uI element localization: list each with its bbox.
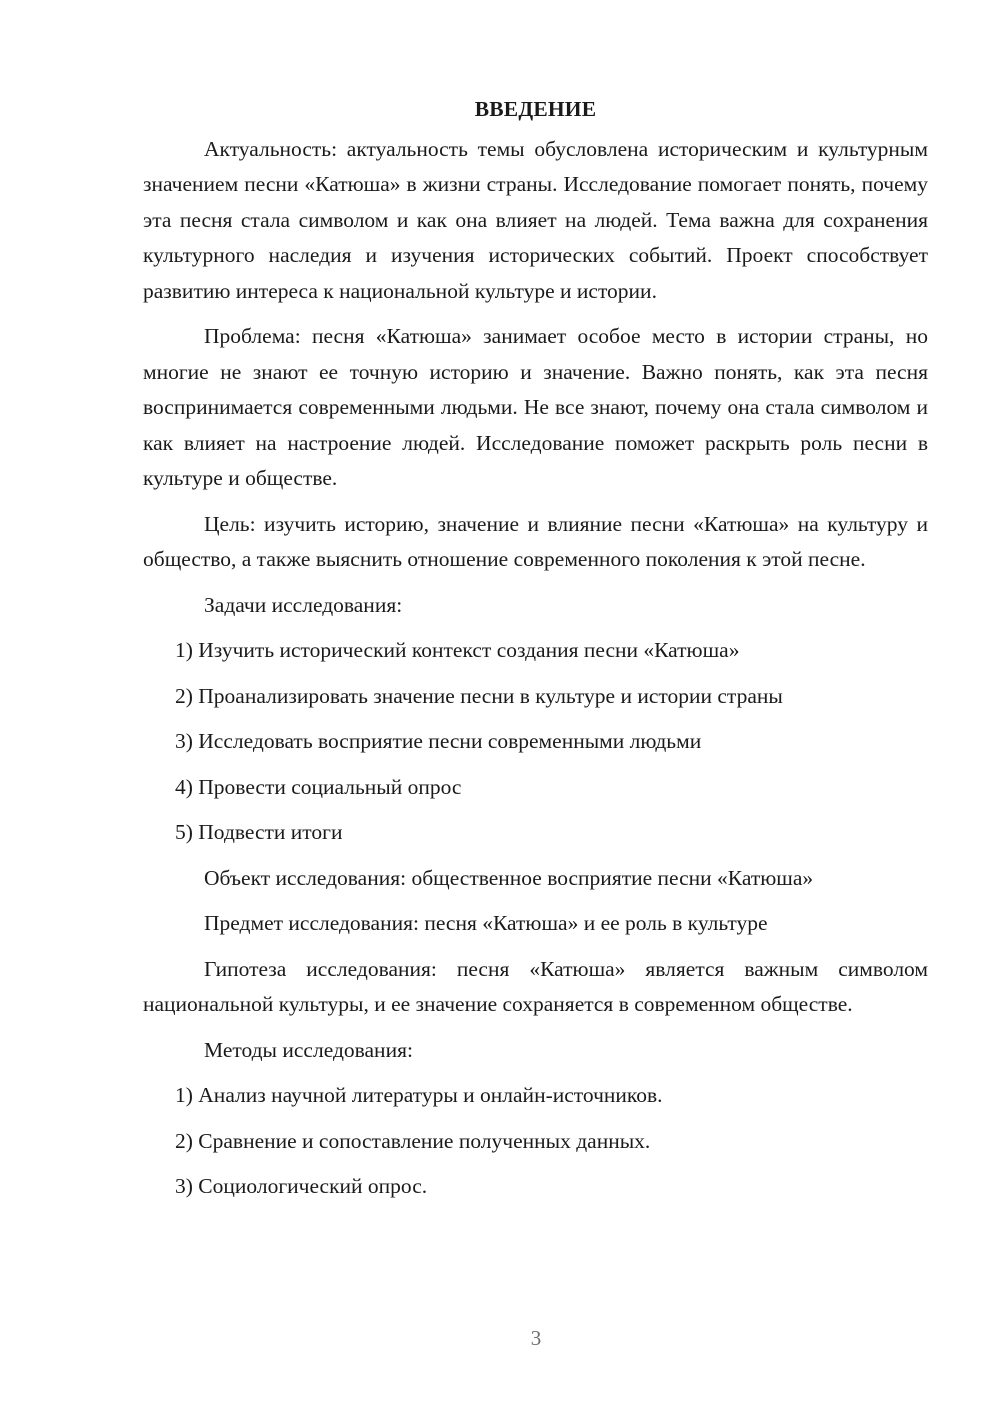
list-item: 3) Социологический опрос.	[175, 1174, 428, 1198]
list-item: 5) Подвести итоги	[175, 820, 343, 844]
methods-list	[143, 1078, 928, 1205]
tasks-title: Задачи исследования:	[204, 592, 403, 617]
object-paragraph: Объект исследования: общественное восприятие песни «Катюша»	[204, 865, 814, 890]
list-item: 3) Исследовать восприятие песни современными людьми	[175, 729, 702, 753]
list-item: 1) Анализ научной литературы и онлайн-источников.	[175, 1083, 663, 1107]
list-item: 4) Провести социальный опрос	[175, 774, 462, 799]
relevance-paragraph: Актуальность: актуальность темы обусловлена историческим и культурным значением песни «Катюша» в жизни страны. Исследование помогает понять, почему эта песня стала символом и как она влияет на людей. Тема важна для сохранения культурного наследия и изучения исторических событий. Проект способствует развитию интереса к национальной культуре и истории.	[143, 136, 928, 303]
problem-paragraph: Проблема: песня «Катюша» занимает особое место в истории страны, но многие не знают ее точную историю и значение. Важно понять, как эта песня воспринимается современными людьми. Не все знают, почему она стала символом и как влияет на настроение людей. Исследование поможет раскрыть роль песни в культуре и обществе.	[143, 324, 928, 490]
list-item: 1) Изучить исторический контекст создания песни «Катюша»	[175, 638, 740, 662]
subject-paragraph: Предмет исследования: песня «Катюша» и ее роль в культуре	[204, 911, 768, 935]
list-item: 2) Проанализировать значение песни в культуре и истории страны	[175, 683, 783, 708]
goal-paragraph: Цель: изучить историю, значение и влияние песни «Катюша» на культуру и общество, а также выяснить отношение современного поколения к этой песне.	[143, 511, 928, 571]
page-number: 3	[530, 1326, 542, 1350]
list-item: 2) Сравнение и сопоставление полученных данных.	[175, 1128, 651, 1153]
section-heading: ВВЕДЕНИЕ	[474, 97, 597, 121]
tasks-list	[143, 633, 928, 851]
hypothesis-paragraph: Гипотеза исследования: песня «Катюша» является важным символом национальной культуры, и ее значение сохраняется в современном обществе.	[143, 956, 928, 1016]
methods-title: Методы исследования:	[204, 1037, 413, 1062]
document-page	[143, 92, 928, 1215]
